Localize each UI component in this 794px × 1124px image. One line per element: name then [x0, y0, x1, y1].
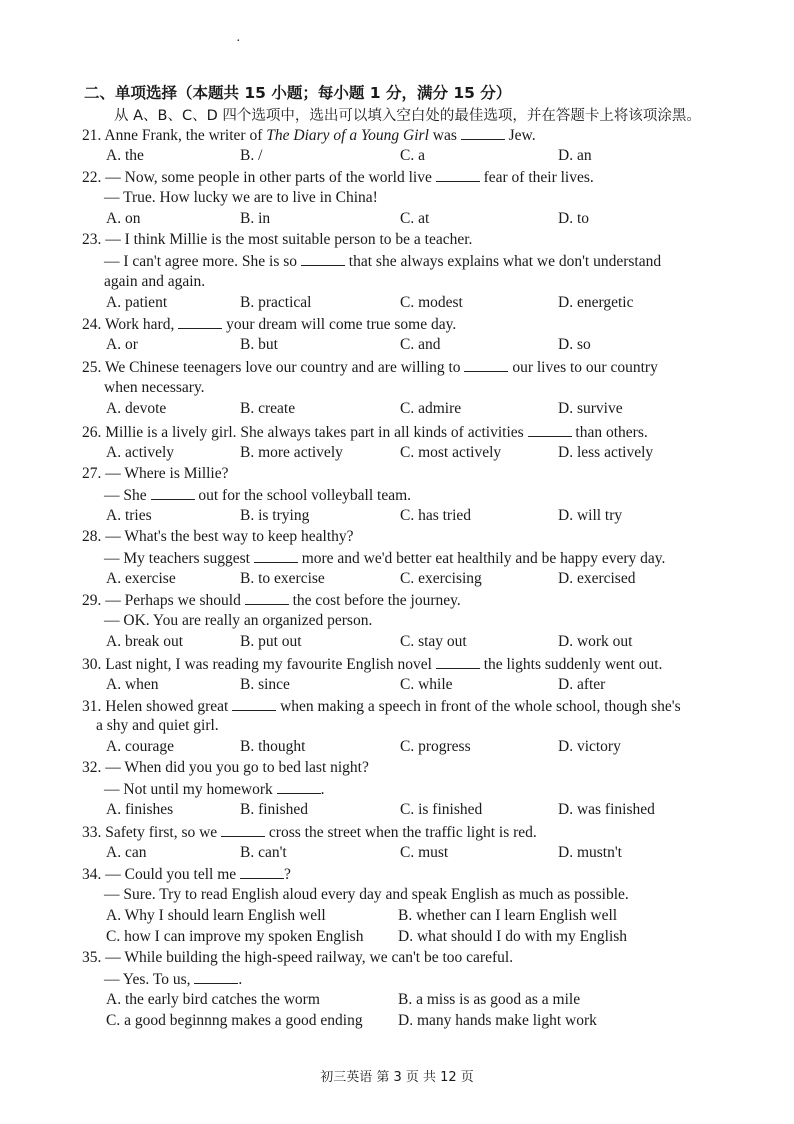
- option-26-a: A. actively: [106, 444, 175, 461]
- option-31-d: D. victory: [558, 738, 621, 755]
- option-21-b: B. /: [240, 147, 263, 164]
- option-35-a: A. the early bird catches the worm: [106, 991, 320, 1008]
- header-dot: ·: [236, 34, 241, 49]
- option-27-b: B. is trying: [240, 507, 310, 524]
- question-27-reply: — She out for the school volleyball team.: [104, 487, 412, 504]
- question-23-reply: — I can't agree more. She is so that she always explains what we don't understand: [104, 253, 662, 270]
- option-33-b: B. can't: [240, 844, 287, 861]
- question-35: 35. — While building the high-speed railway, we can't be too careful.: [82, 949, 514, 966]
- option-24-c: C. and: [400, 336, 441, 353]
- question-27: 27. — Where is Millie?: [82, 465, 229, 482]
- option-28-a: A. exercise: [106, 570, 176, 587]
- answer-blank: [528, 422, 572, 437]
- answer-blank: [221, 822, 265, 837]
- option-32-b: B. finished: [240, 801, 309, 818]
- answer-blank: [232, 696, 276, 711]
- option-27-a: A. tries: [106, 507, 152, 524]
- answer-blank: [464, 357, 508, 372]
- page-footer: 初三英语 第 3 页 共 12 页: [320, 1070, 474, 1085]
- option-32-c: C. is finished: [400, 801, 483, 818]
- question-30: 30. Last night, I was reading my favourite English novel the lights suddenly went out.: [82, 656, 663, 673]
- option-35-c: C. a good beginnng makes a good ending: [106, 1012, 363, 1029]
- option-32-d: D. was finished: [558, 801, 655, 818]
- answer-blank: [194, 969, 238, 984]
- option-24-b: B. but: [240, 336, 278, 353]
- option-28-b: B. to exercise: [240, 570, 325, 587]
- answer-blank: [245, 590, 289, 605]
- question-28: 28. — What's the best way to keep healthy?: [82, 528, 354, 545]
- answer-blank: [240, 864, 284, 879]
- option-31-b: B. thought: [240, 738, 306, 755]
- option-23-b: B. practical: [240, 294, 312, 311]
- question-32-reply: — Not until my homework .: [104, 781, 325, 798]
- question-29-reply: — OK. You are really an organized person.: [104, 612, 373, 629]
- answer-blank: [151, 485, 195, 500]
- option-34-d: D. what should I do with my English: [398, 928, 628, 945]
- option-25-a: A. devote: [106, 400, 167, 417]
- option-34-a: A. Why I should learn English well: [106, 907, 326, 924]
- option-24-d: D. so: [558, 336, 591, 353]
- section-instruction: 从 A、B、C、D 四个选项中，选出可以填入空白处的最佳选项，并在答题卡上将该项涂黑。: [114, 108, 701, 124]
- question-33: 33. Safety first, so we cross the street when the traffic light is red.: [82, 824, 537, 841]
- question-31-cont: a shy and quiet girl.: [96, 717, 219, 734]
- option-29-d: D. work out: [558, 633, 633, 650]
- option-33-d: D. mustn't: [558, 844, 622, 861]
- answer-blank: [461, 125, 505, 140]
- question-24: 24. Work hard, your dream will come true some day.: [82, 316, 457, 333]
- option-25-d: D. survive: [558, 400, 623, 417]
- question-29: 29. — Perhaps we should the cost before the journey.: [82, 592, 461, 609]
- question-34-reply: — Sure. Try to read English aloud every day and speak English as much as possible.: [104, 886, 629, 903]
- question-26: 26. Millie is a lively girl. She always takes part in all kinds of activities than others.: [82, 424, 648, 441]
- question-21: 21. Anne Frank, the writer of The Diary of a Young Girl was Jew.: [82, 127, 536, 144]
- option-28-c: C. exercising: [400, 570, 482, 587]
- option-23-a: A. patient: [106, 294, 168, 311]
- question-23: 23. — I think Millie is the most suitable person to be a teacher.: [82, 231, 473, 248]
- option-22-c: C. at: [400, 210, 430, 227]
- answer-blank: [436, 654, 480, 669]
- question-25-cont: when necessary.: [104, 379, 205, 396]
- option-32-a: A. finishes: [106, 801, 174, 818]
- question-31: 31. Helen showed great when making a speech in front of the whole school, though she's: [82, 698, 681, 715]
- option-31-a: A. courage: [106, 738, 174, 755]
- option-28-d: D. exercised: [558, 570, 636, 587]
- option-35-b: B. a miss is as good as a mile: [398, 991, 581, 1008]
- option-30-c: C. while: [400, 676, 453, 693]
- option-24-a: A. or: [106, 336, 138, 353]
- option-33-c: C. must: [400, 844, 449, 861]
- answer-blank: [254, 548, 298, 563]
- question-28-reply: — My teachers suggest more and we'd better eat healthily and be happy every day.: [104, 550, 666, 567]
- option-29-c: C. stay out: [400, 633, 467, 650]
- question-32: 32. — When did you you go to bed last night?: [82, 759, 369, 776]
- question-35-reply: — Yes. To us, .: [104, 971, 243, 988]
- question-25: 25. We Chinese teenagers love our country and are willing to our lives to our country: [82, 359, 658, 376]
- option-25-c: C. admire: [400, 400, 462, 417]
- option-30-b: B. since: [240, 676, 290, 693]
- option-35-d: D. many hands make light work: [398, 1012, 597, 1029]
- option-34-c: C. how I can improve my spoken English: [106, 928, 364, 945]
- option-22-b: B. in: [240, 210, 271, 227]
- answer-blank: [301, 251, 345, 266]
- option-31-c: C. progress: [400, 738, 471, 755]
- answer-blank: [277, 779, 321, 794]
- option-26-b: B. more actively: [240, 444, 343, 461]
- option-33-a: A. can: [106, 844, 147, 861]
- answer-blank: [178, 314, 222, 329]
- option-26-c: C. most actively: [400, 444, 502, 461]
- option-30-d: D. after: [558, 676, 606, 693]
- option-22-d: D. to: [558, 210, 589, 227]
- option-25-b: B. create: [240, 400, 296, 417]
- option-30-a: A. when: [106, 676, 159, 693]
- option-29-a: A. break out: [106, 633, 184, 650]
- option-26-d: D. less actively: [558, 444, 654, 461]
- option-23-c: C. modest: [400, 294, 463, 311]
- section-title: 二、单项选择（本题共 15 小题；每小题 1 分，满分 15 分）: [84, 84, 512, 102]
- option-22-a: A. on: [106, 210, 141, 227]
- answer-blank: [436, 167, 480, 182]
- question-34: 34. — Could you tell me ?: [82, 866, 291, 883]
- question-22-reply: — True. How lucky we are to live in China!: [104, 189, 378, 206]
- option-27-d: D. will try: [558, 507, 623, 524]
- option-21-a: A. the: [106, 147, 144, 164]
- question-22: 22. — Now, some people in other parts of the world live fear of their lives.: [82, 169, 594, 186]
- option-21-c: C. a: [400, 147, 425, 164]
- option-34-b: B. whether can I learn English well: [398, 907, 618, 924]
- option-23-d: D. energetic: [558, 294, 634, 311]
- option-29-b: B. put out: [240, 633, 302, 650]
- option-27-c: C. has tried: [400, 507, 472, 524]
- question-23-cont: again and again.: [104, 273, 206, 290]
- option-21-d: D. an: [558, 147, 592, 164]
